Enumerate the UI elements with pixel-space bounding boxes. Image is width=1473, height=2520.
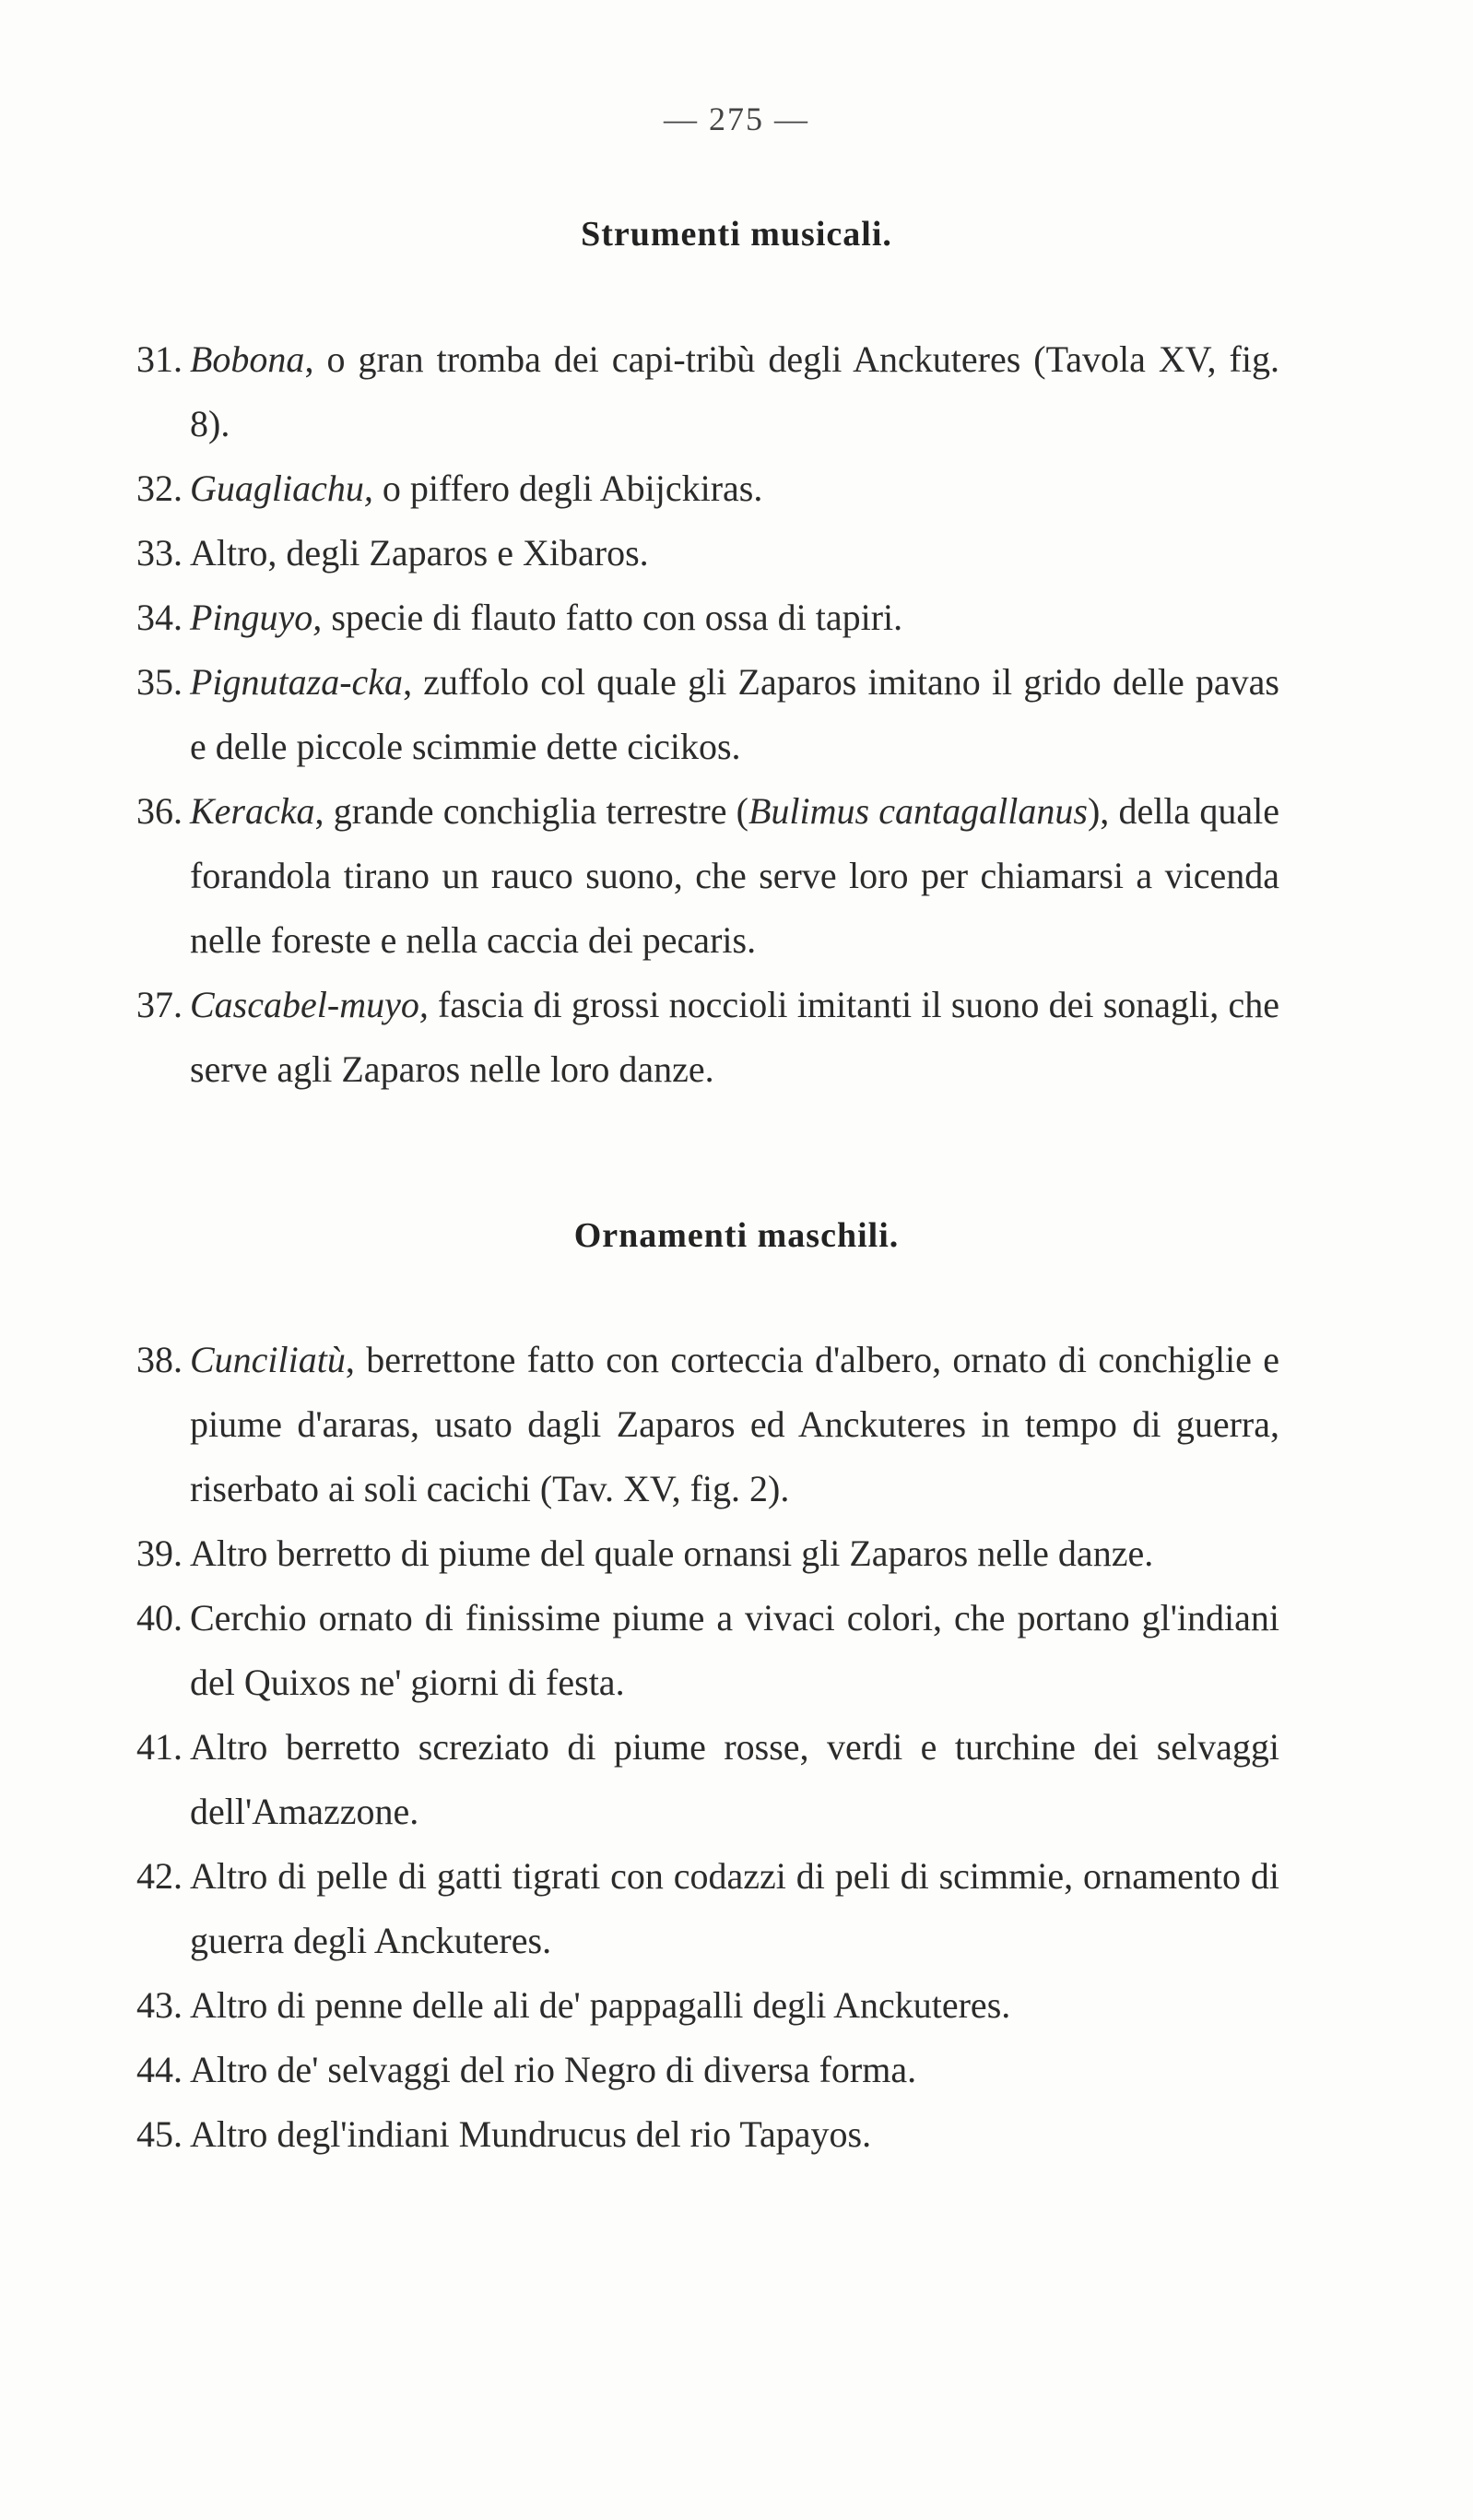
section-heading-ornamenti: Ornamenti maschili. xyxy=(573,1216,900,1255)
entry-term: Pinguyo, xyxy=(190,597,323,638)
entry-term: Guagliachu, xyxy=(190,467,373,509)
entry-term: Cunciliatù xyxy=(190,1339,346,1380)
entry-number: 42. xyxy=(136,1855,183,1897)
entry-term: Pignutaza-cka xyxy=(190,661,404,703)
entry-number: 43. xyxy=(136,1984,183,2026)
entry-text: specie di flauto fatto con ossa di tapiri. xyxy=(322,597,903,638)
entry-text: Altro berretto di piume del quale ornansi gli Zaparos nelle danze. xyxy=(190,1532,1154,1574)
section-heading-strumenti: Strumenti musicali. xyxy=(581,215,892,254)
entry-text: Altro de' selvaggi del rio Negro di diversa forma. xyxy=(190,2049,917,2090)
list-item xyxy=(136,1715,1279,1844)
entry-list-strumenti xyxy=(136,327,1279,1102)
entry-number: 44. xyxy=(136,2049,183,2090)
list-item xyxy=(136,1586,1279,1715)
entry-text: o piffero degli Abijckiras. xyxy=(372,467,763,509)
entry-number: 32. xyxy=(136,467,183,509)
entry-text: Altro di pelle di gatti tigrati con codazzi di peli di scimmie, ornamento di guerra degli Anckuteres. xyxy=(190,1855,1279,1961)
entry-number: 41. xyxy=(136,1726,183,1768)
entry-list-ornamenti xyxy=(136,1328,1279,2167)
list-item xyxy=(136,521,1279,586)
list-item xyxy=(136,779,1279,973)
entry-text-continued: ), della quale forandola tirano un rauco suono, che serve loro per chiamarsi a vicenda nelle foreste e nella caccia dei pecaris. xyxy=(190,790,1279,961)
entry-text: fascia di grossi noccioli imitanti il suono dei sonagli, che serve agli Zaparos nelle loro danze. xyxy=(190,984,1279,1090)
entry-number: 45. xyxy=(136,2113,183,2155)
entry-number: 36. xyxy=(136,790,183,832)
entry-text: Altro, degli Zaparos e Xibaros. xyxy=(190,532,649,574)
list-item xyxy=(136,973,1279,1102)
entry-text: , berrettone fatto con corteccia d'albero, ornato di conchiglie e piume d'araras, usato dagli Zaparos ed Anckuteres in tempo di guerra, riserbato ai soli cacichi (Tav. XV, fig. 2). xyxy=(190,1339,1279,1509)
list-item xyxy=(136,1973,1279,2038)
entry-text: Altro berretto screziato di piume rosse, verdi e turchine dei selvaggi dell'Amazzone. xyxy=(190,1726,1279,1832)
list-item xyxy=(136,650,1279,779)
entry-number: 33. xyxy=(136,532,183,574)
entry-number: 40. xyxy=(136,1597,183,1639)
entry-species: Bulimus cantagallanus xyxy=(748,790,1088,832)
list-item xyxy=(136,1521,1279,1586)
entry-number: 37. xyxy=(136,984,183,1025)
entry-text: , zuffolo col quale gli Zaparos imitano il grido delle pavas e delle piccole scimmie dette cicikos. xyxy=(190,661,1279,767)
entry-number: 38. xyxy=(136,1339,183,1380)
list-item xyxy=(136,327,1279,456)
entry-number: 31. xyxy=(136,338,183,380)
entry-text: , o gran tromba dei capi-tribù degli Anckuteres (Tavola XV, fig. 8). xyxy=(190,338,1279,444)
list-item xyxy=(136,1328,1279,1521)
list-item xyxy=(136,586,1279,650)
entry-term: Cascabel-muyo, xyxy=(190,984,429,1025)
page-number: — 275 — xyxy=(664,101,809,137)
entry-text: Altro di penne delle ali de' pappagalli degli Anckuteres. xyxy=(190,1984,1011,2026)
list-item xyxy=(136,2038,1279,2102)
list-item xyxy=(136,2102,1279,2167)
list-item xyxy=(136,1844,1279,1973)
entry-term: Bobona xyxy=(190,338,305,380)
entry-term: Keracka xyxy=(190,790,315,832)
entry-text: Cerchio ornato di finissime piume a vivaci colori, che portano gl'indiani del Quixos ne' giorni di festa. xyxy=(190,1597,1279,1703)
list-item xyxy=(136,456,1279,521)
entry-number: 34. xyxy=(136,597,183,638)
entry-number: 35. xyxy=(136,661,183,703)
entry-text: , grande conchiglia terrestre ( xyxy=(314,790,748,832)
entry-text: Altro degl'indiani Mundrucus del rio Tapayos. xyxy=(190,2113,872,2155)
entry-number: 39. xyxy=(136,1532,183,1574)
